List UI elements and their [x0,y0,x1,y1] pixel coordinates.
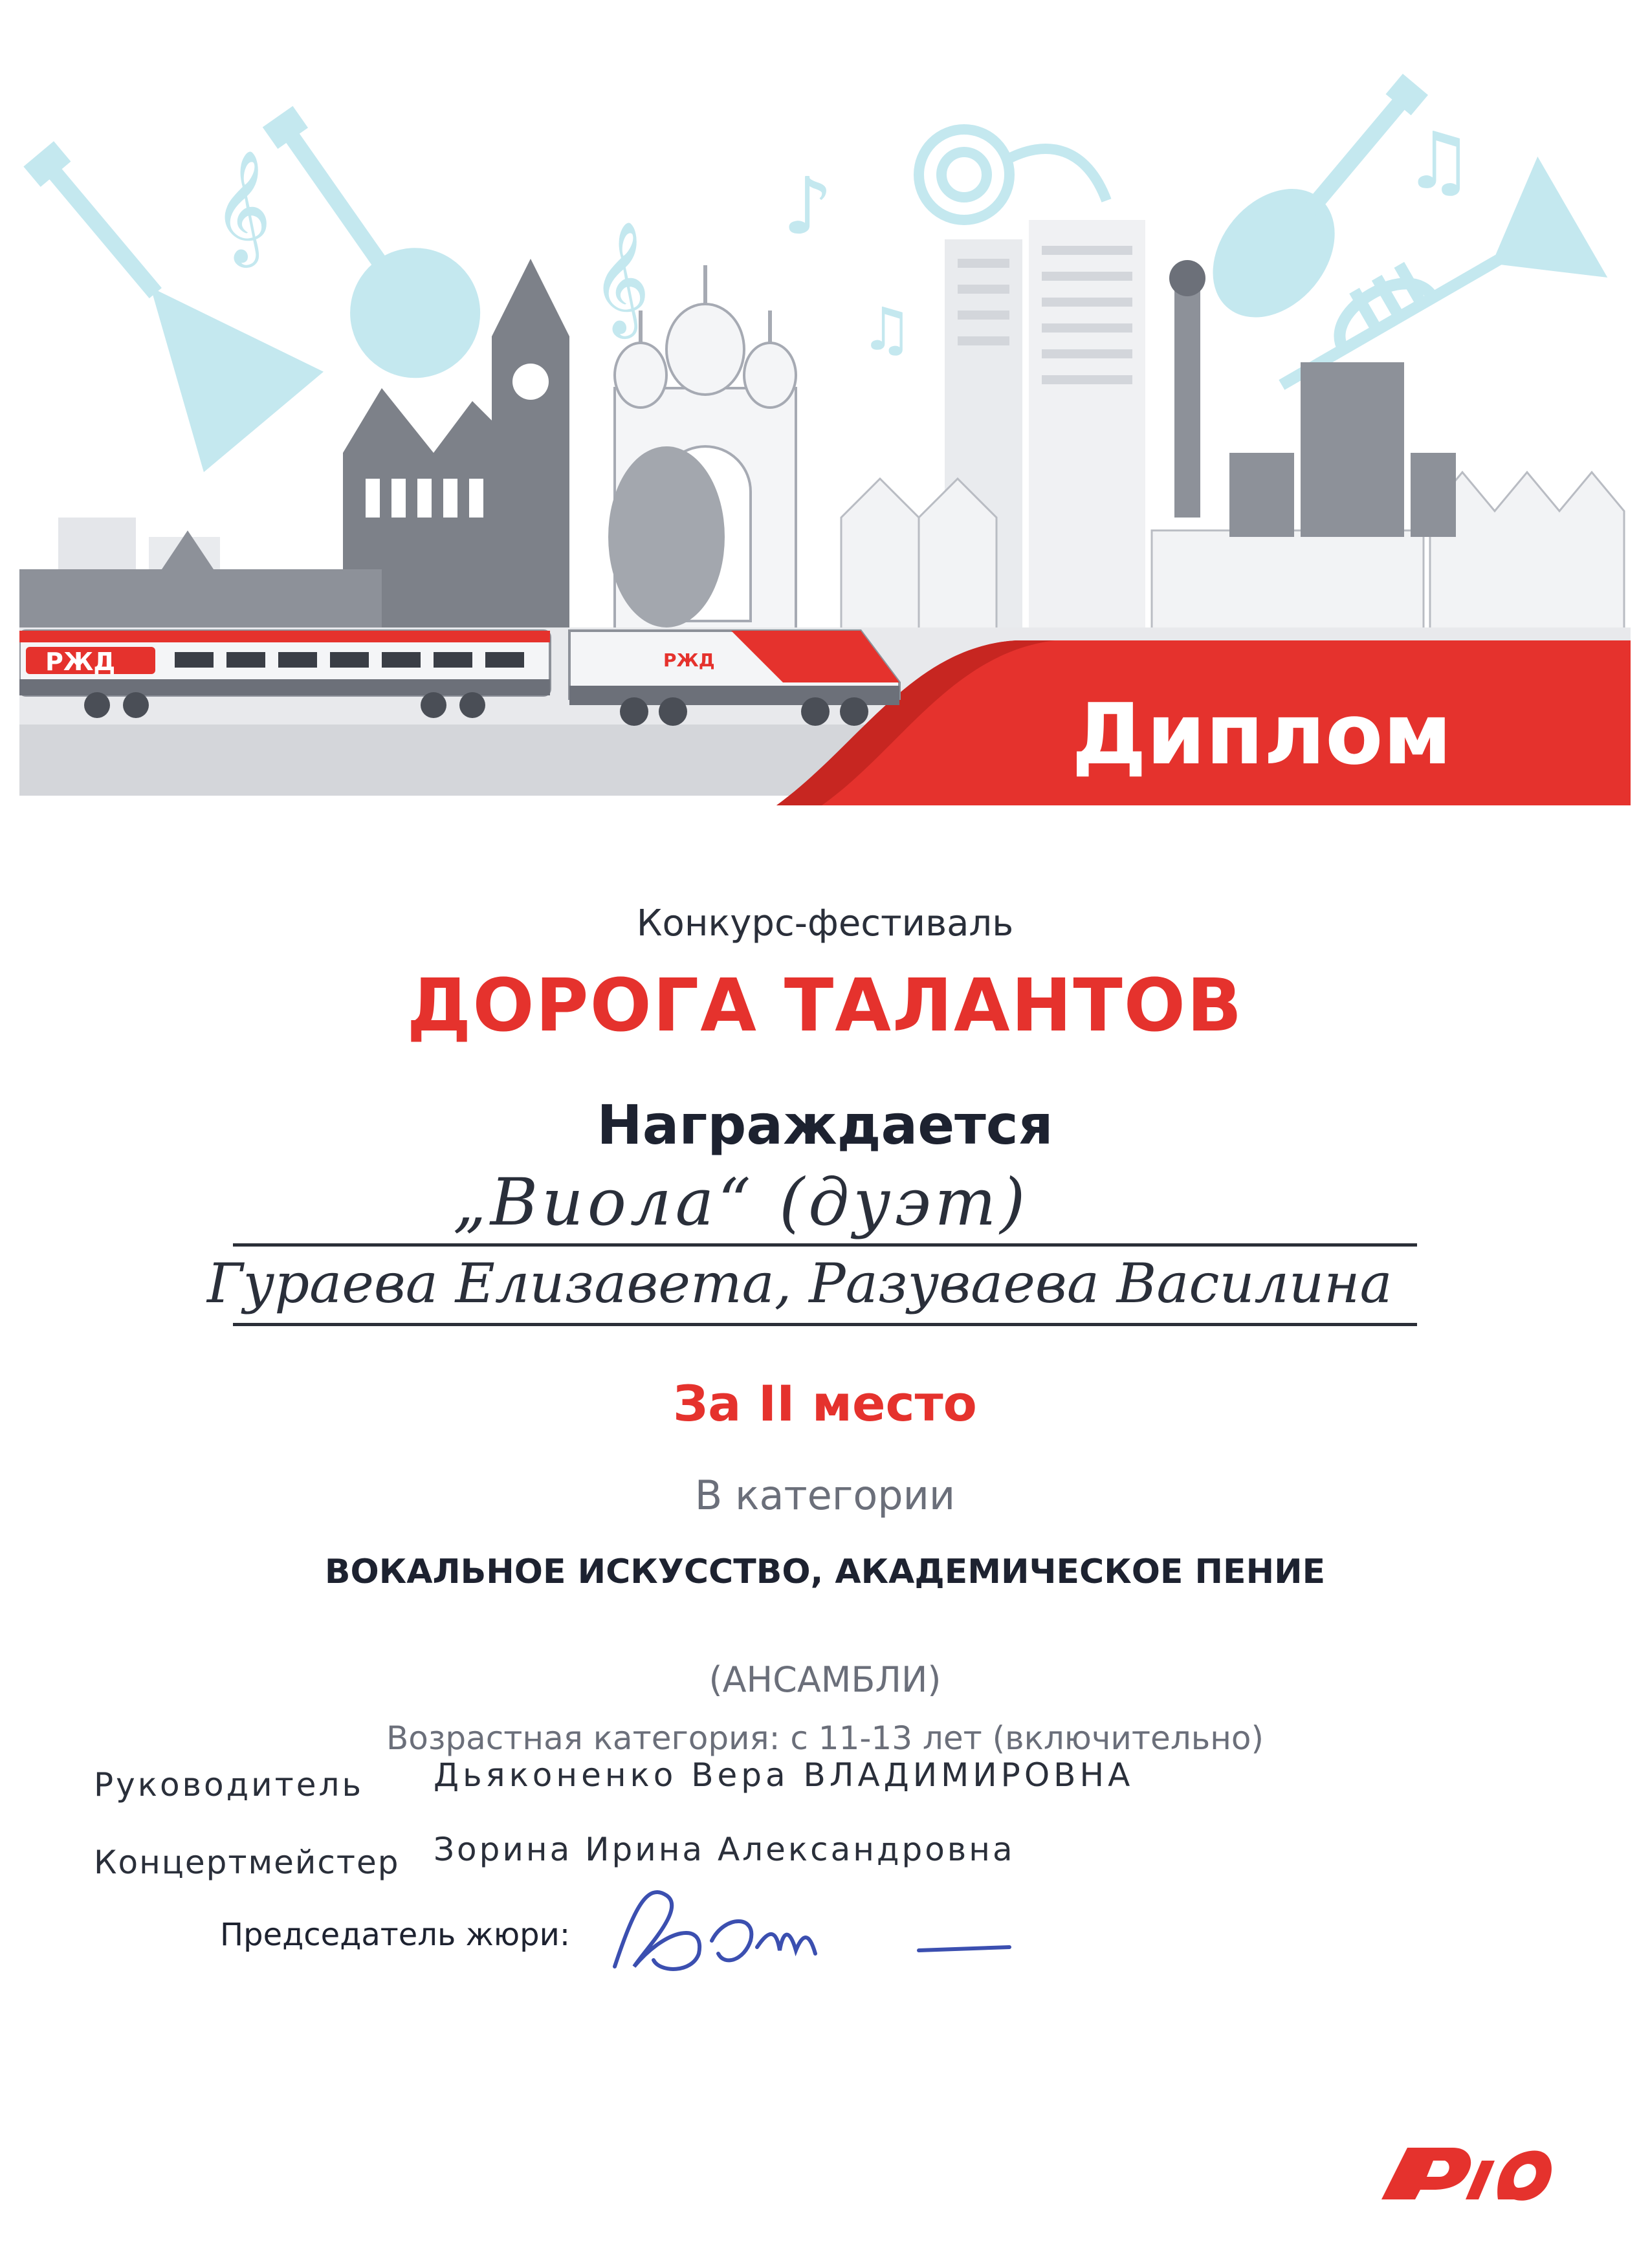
awarded-label: Награждается [597,1093,1053,1157]
accompanist-name: Зорина Ирина Александровна [434,1831,1015,1868]
awardee-underline-2 [233,1323,1417,1326]
place-label: За II место [673,1375,977,1432]
svg-text:𝄞: 𝄞 [592,221,650,334]
contest-type: Конкурс-фестиваль [636,902,1014,944]
category-label: В категории [694,1472,956,1519]
subcategory: (АНСАМБЛИ) [709,1659,941,1700]
jury-chair-label: Председатель жюри: [220,1917,571,1953]
header-banner [19,0,1631,822]
contest-name: ДОРОГА ТАЛАНТОВ [406,964,1244,1048]
jury-signature [595,1870,1048,1992]
svg-text:РЖД: РЖД [663,649,715,671]
diploma-title: Диплом [1072,685,1452,783]
svg-text:𝄞: 𝄞 [214,150,271,263]
svg-text:РЖД: РЖД [45,648,116,676]
category-name: ВОКАЛЬНОЕ ИСКУССТВО, АКАДЕМИЧЕСКОЕ ПЕНИЕ [324,1553,1326,1591]
awardee-ensemble-name: „Виола“ (дуэт) [453,1164,1029,1240]
age-category: Возрастная категория: с 11-13 лет (включительно) [386,1719,1264,1757]
awardee-participants: Гураева Елизавета, Разуваева Василина [207,1252,1392,1315]
svg-text:♫: ♫ [861,296,913,364]
awardee-underline-1 [233,1243,1417,1247]
leader-label: Руководитель [94,1766,364,1804]
svg-text:♪: ♪ [783,162,833,252]
rzd-logo [1369,2135,1563,2212]
accompanist-label: Концертмейстер [94,1844,400,1881]
leader-name: Дьяконенко Вера ВЛАДИМИРОВНА [434,1756,1134,1794]
svg-text:♫: ♫ [1404,116,1474,206]
